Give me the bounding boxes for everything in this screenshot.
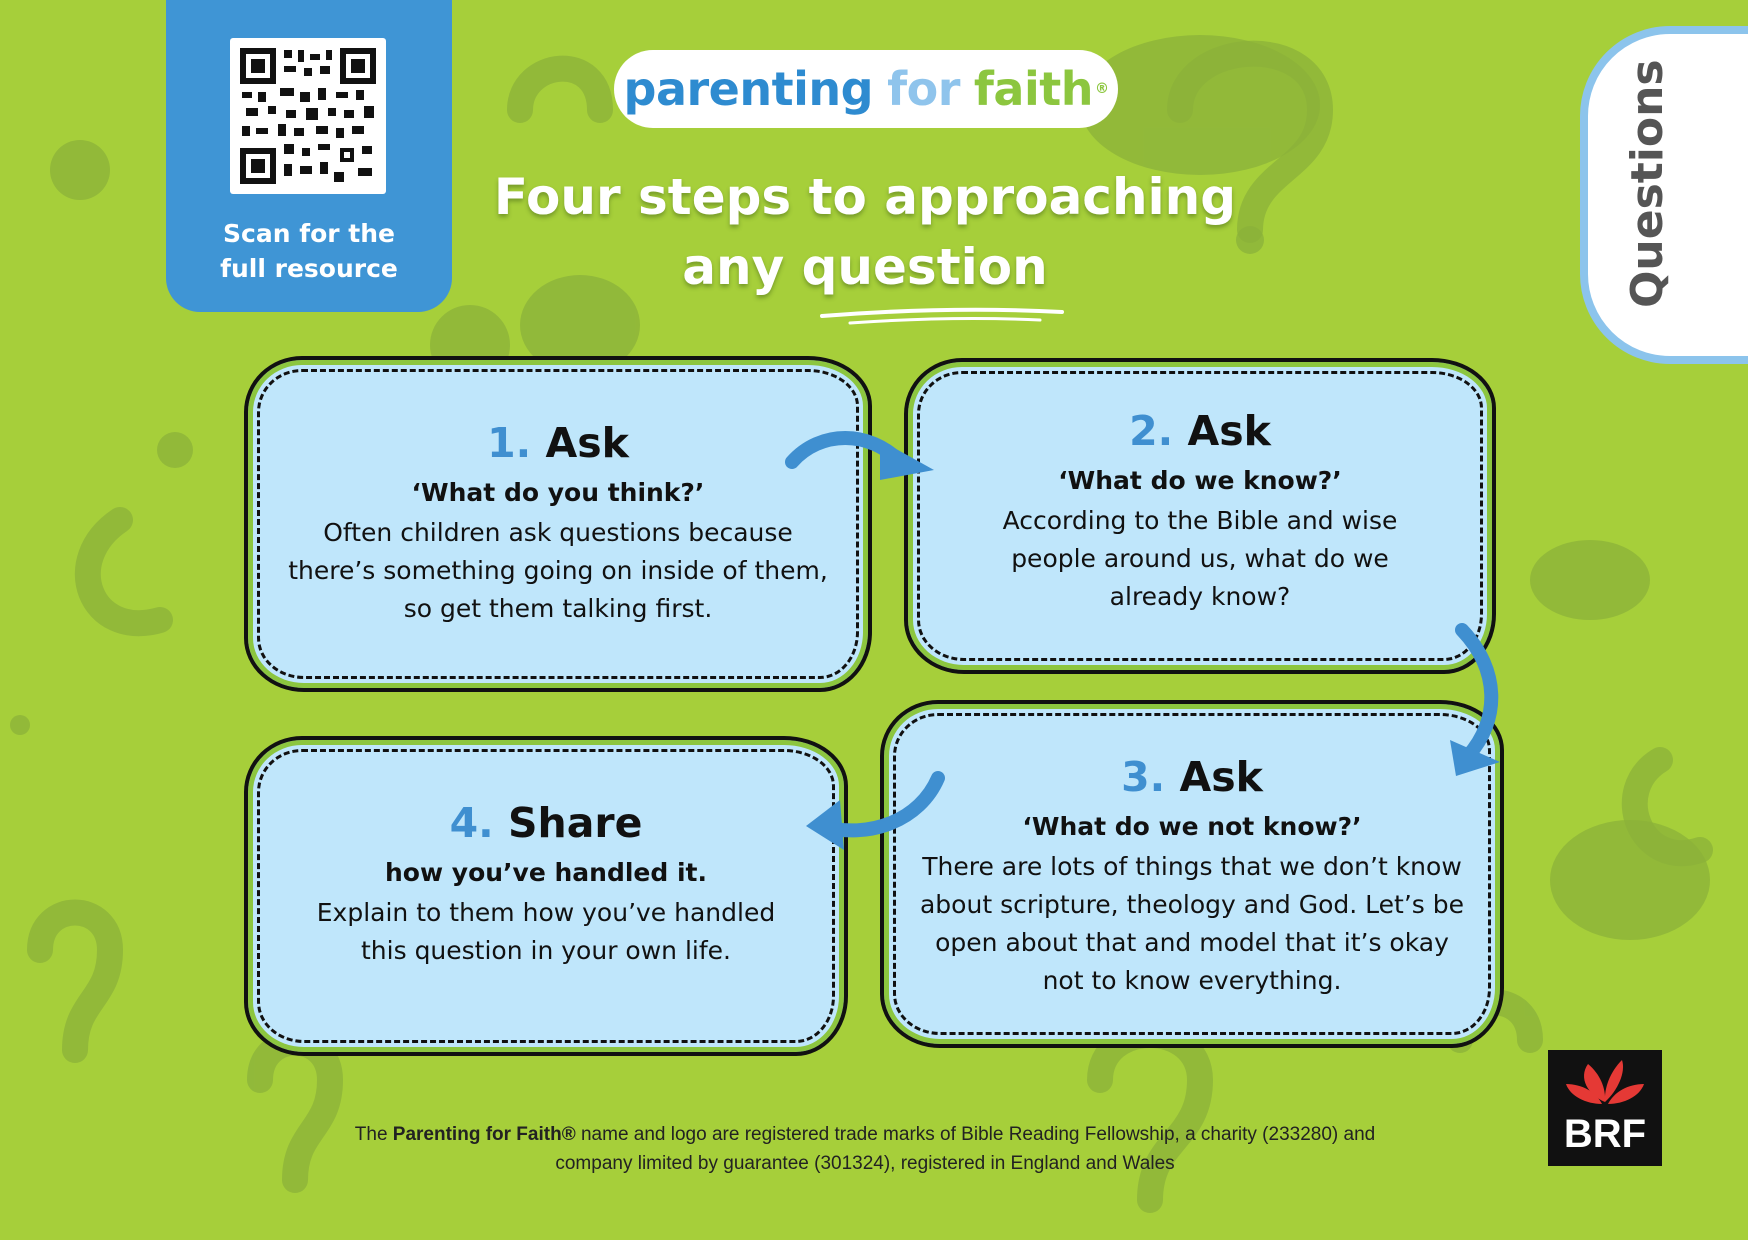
logo-word-faith: faith bbox=[973, 62, 1093, 116]
step-1-verb: Ask bbox=[545, 419, 629, 467]
qr-caption-line1: Scan for the bbox=[223, 219, 395, 248]
logo-word-parenting: parenting bbox=[623, 62, 874, 116]
step-2-number: 2. bbox=[1129, 407, 1174, 455]
qr-caption-line2: full resource bbox=[220, 254, 398, 283]
footer-brand: Parenting for Faith® bbox=[392, 1124, 576, 1145]
footer-pre: The bbox=[354, 1124, 393, 1145]
step-4-number: 4. bbox=[449, 799, 494, 847]
step-3-verb: Ask bbox=[1179, 753, 1263, 801]
step-1-heading bbox=[248, 418, 868, 468]
step-2-subtitle: ‘What do we know?’ bbox=[1058, 466, 1342, 495]
step-1-body: Often children ask questions because there’s something going on inside of them, so get them talking first. bbox=[288, 518, 828, 623]
title-line2: any question bbox=[682, 238, 1048, 296]
logo-registered-mark: ® bbox=[1094, 81, 1109, 97]
step-3-number: 3. bbox=[1121, 753, 1166, 801]
step-4-heading bbox=[248, 798, 844, 848]
step-3-heading bbox=[884, 752, 1500, 802]
footer-legal-text bbox=[340, 1120, 1390, 1178]
step-2-heading bbox=[908, 406, 1492, 456]
brf-text: BRF bbox=[1563, 1112, 1647, 1156]
step-2-body: According to the Bible and wise people around us, what do we already know? bbox=[1002, 506, 1398, 611]
brf-logo bbox=[1548, 1050, 1662, 1166]
footer-post: name and logo are registered trade marks of Bible Reading Fellowship, a charity (233280) and company limited by guarantee (301324), registered in England and Wales bbox=[555, 1124, 1376, 1174]
step-1-number: 1. bbox=[487, 419, 532, 467]
step-4-verb: Share bbox=[507, 799, 643, 847]
step-card-1 bbox=[244, 356, 872, 692]
step-card-3 bbox=[880, 700, 1504, 1048]
step-3-body: There are lots of things that we don’t know about scripture, theology and God. Let’s be open about that and model that it’s okay not to know everything. bbox=[919, 852, 1465, 995]
title-line1: Four steps to approaching bbox=[493, 168, 1237, 226]
logo-word-for: for bbox=[887, 62, 960, 116]
step-1-subtitle: ‘What do you think?’ bbox=[411, 478, 705, 507]
step-3-subtitle: ‘What do we not know?’ bbox=[1022, 812, 1362, 841]
step-4-subtitle: how you’ve handled it. bbox=[385, 858, 707, 887]
step-4-body: Explain to them how you’ve handled this question in your own life. bbox=[316, 898, 776, 965]
step-card-4 bbox=[244, 736, 848, 1056]
step-card-2 bbox=[904, 358, 1496, 674]
side-tab-label: Questions bbox=[1622, 59, 1673, 308]
step-2-verb: Ask bbox=[1187, 407, 1271, 455]
